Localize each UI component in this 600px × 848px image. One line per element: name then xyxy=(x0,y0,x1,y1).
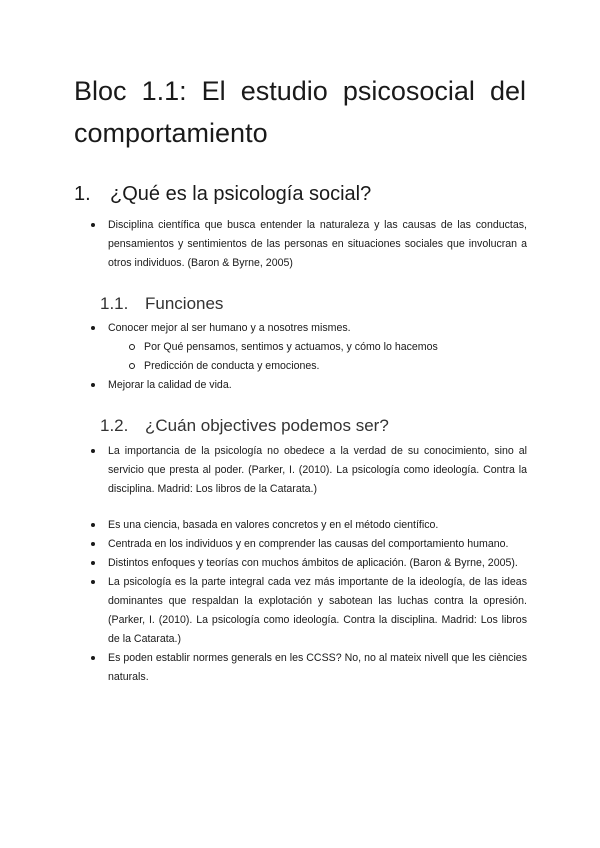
sub-list-item-text: Por Qué pensamos, sentimos y actuamos, y cómo lo hacemos xyxy=(144,341,438,353)
list-item xyxy=(0,376,527,395)
bullet-icon xyxy=(91,449,95,453)
list-item-text: Disciplina científica que busca entender la naturaleza y las causas de las conductas, pensamientos y sentimientos de las personas en situaciones sociales que involucran a otros individuos. (Baron & Byrne, 2005) xyxy=(108,219,527,269)
list-item xyxy=(0,573,527,649)
hollow-bullet-icon xyxy=(129,363,135,369)
section-1-2-title: ¿Cuán objectives podemos ser? xyxy=(145,416,389,435)
sub-list-item xyxy=(108,338,527,357)
bullet-icon xyxy=(91,561,95,565)
list-item xyxy=(0,516,527,535)
list-item xyxy=(0,554,527,573)
section-1-heading xyxy=(74,180,371,208)
bullet-icon xyxy=(91,542,95,546)
list-item-text: Centrada en los individuos y en comprender las causas del comportamiento humano. xyxy=(108,538,509,550)
section-1-2-heading xyxy=(100,414,389,438)
section-1-1-title: Funciones xyxy=(145,294,224,313)
bullet-icon xyxy=(91,523,95,527)
sub-list-item-text: Predicción de conducta y emociones. xyxy=(144,360,320,372)
list-item xyxy=(0,535,527,554)
bullet-icon xyxy=(91,580,95,584)
list-item-text: Distintos enfoques y teorías con muchos ámbitos de aplicación. (Baron & Byrne, 2005). xyxy=(108,557,518,569)
list-item xyxy=(0,319,527,376)
list-item-text: Es una ciencia, basada en valores concretos y en el método científico. xyxy=(108,519,439,531)
bullet-icon xyxy=(91,223,95,227)
section-1-1-heading xyxy=(100,292,223,316)
section-1-2-list xyxy=(0,442,527,687)
list-item xyxy=(0,649,527,687)
section-1-1-list xyxy=(0,319,527,395)
hollow-bullet-icon xyxy=(129,344,135,350)
list-item-text: La psicología es la parte integral cada vez más importante de la ideología, de las ideas dominantes que respaldan la explotación y sabotean las luchas contra la opresión. (Parker, I. (2010). La psicología como ideología. Contra la disciplina. Madrid: Los libros de la Catarata.) xyxy=(108,576,527,645)
section-1-list xyxy=(0,216,527,273)
list-item-text: La importancia de la psicología no obedece a la verdad de su conocimiento, sino al servicio que presta al poder. (Parker, I. (2010). La psicología como ideología. Contra la disciplina. Madrid: Los libros de la Catarata.) xyxy=(108,445,527,495)
list-item-text: Mejorar la calidad de vida. xyxy=(108,379,232,391)
list-item-text: Conocer mejor al ser humano y a nosotres mismes. xyxy=(108,322,351,334)
bullet-icon xyxy=(91,383,95,387)
list-item xyxy=(0,442,527,499)
list-item-text: Es poden establir normes generals en les CCSS? No, no al mateix nivell que les ciències naturals. xyxy=(108,652,527,683)
bullet-icon xyxy=(91,656,95,660)
spacer xyxy=(0,499,527,516)
list-item xyxy=(0,216,527,273)
sub-list xyxy=(108,338,527,376)
section-1-number: 1. xyxy=(74,183,91,205)
section-1-title: ¿Qué es la psicología social? xyxy=(110,183,372,205)
page-title-line-1: Bloc 1.1: El estudio psicosocial del xyxy=(74,76,526,106)
page-title-line-2: comportamiento xyxy=(74,118,268,148)
bullet-icon xyxy=(91,326,95,330)
section-1-2-number: 1.2. xyxy=(100,416,129,435)
section-1-1-number: 1.1. xyxy=(100,294,129,313)
page-title xyxy=(74,70,526,154)
sub-list-item xyxy=(108,357,527,376)
